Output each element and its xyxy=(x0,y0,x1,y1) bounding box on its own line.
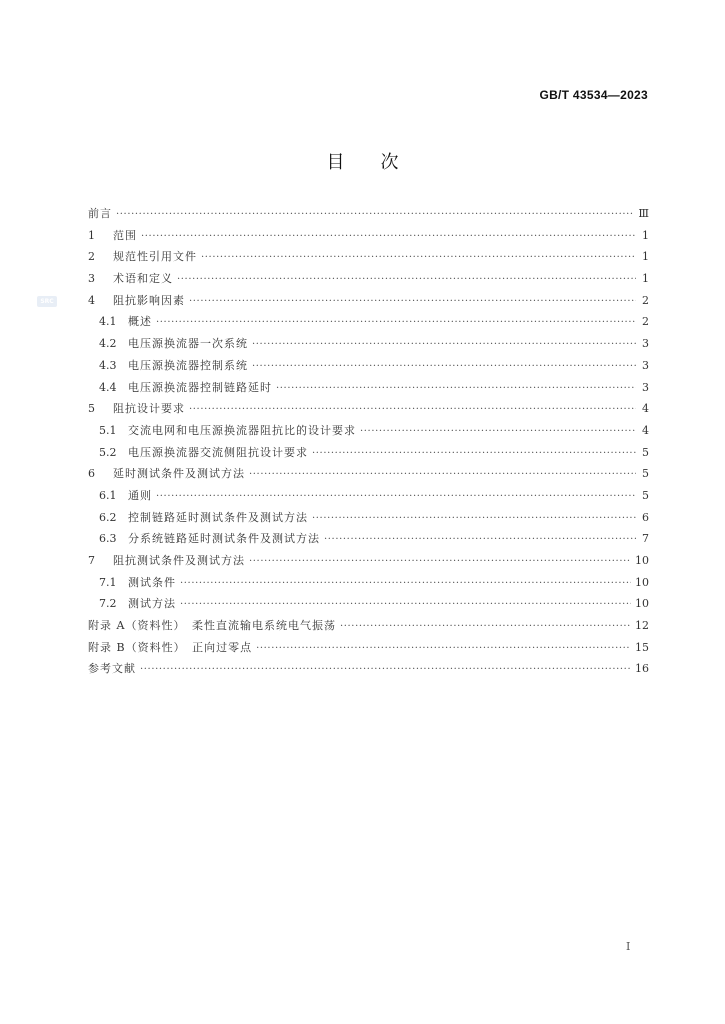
dot-leader xyxy=(312,448,636,459)
toc-entry[interactable] xyxy=(88,595,649,617)
toc-entry-label: 附录 B（资料性） 正向过零点 xyxy=(88,640,253,654)
toc-entry-label: 交流电网和电压源换流器阻抗比的设计要求 xyxy=(128,423,356,437)
toc-entry-page: 2 xyxy=(642,293,649,307)
toc-entry[interactable] xyxy=(88,639,649,661)
dot-leader xyxy=(252,339,636,350)
dot-leader xyxy=(249,556,631,567)
toc-entry[interactable] xyxy=(88,313,649,335)
toc-entry[interactable] xyxy=(88,357,649,379)
toc-entry[interactable] xyxy=(88,487,649,509)
toc-entry-page: 16 xyxy=(635,662,649,676)
toc-entry-number: 1 xyxy=(88,228,95,242)
toc-entry-number: 5.1 xyxy=(99,423,117,437)
toc-entry-page: 3 xyxy=(642,380,649,394)
dot-leader xyxy=(180,578,631,589)
dot-leader xyxy=(140,664,631,675)
toc-entry[interactable] xyxy=(88,270,649,292)
dot-leader xyxy=(256,643,631,654)
toc-entry-label: 测试方法 xyxy=(128,597,176,611)
standard-code: GB/T 43534—2023 xyxy=(539,88,648,102)
page-title: 目 次 xyxy=(326,152,399,173)
toc-entry-page: 6 xyxy=(642,510,649,524)
toc-entry[interactable] xyxy=(88,335,649,357)
toc-entry[interactable] xyxy=(88,509,649,531)
toc-entry-number: 5 xyxy=(88,402,95,416)
page-number: I xyxy=(626,940,631,953)
dot-leader xyxy=(177,274,636,285)
toc-entry-page: 5 xyxy=(642,467,649,481)
toc-entry-label: 电压源换流器控制链路延时 xyxy=(128,380,272,394)
toc-entry-label: 控制链路延时测试条件及测试方法 xyxy=(128,510,308,524)
toc-entry-label: 测试条件 xyxy=(128,575,176,589)
toc-entry-number: 4.1 xyxy=(99,315,117,329)
dot-leader xyxy=(180,599,631,610)
toc-entry-page: 7 xyxy=(642,532,649,546)
toc-entry[interactable] xyxy=(88,574,649,596)
toc-entry-number: 7.1 xyxy=(99,575,117,589)
dot-leader xyxy=(276,383,636,394)
toc-entry-label: 通则 xyxy=(128,488,152,502)
toc-entry-number: 4 xyxy=(88,293,95,307)
toc-entry[interactable] xyxy=(88,444,649,466)
toc-entry[interactable] xyxy=(88,660,649,682)
toc-entry-number: 6 xyxy=(88,467,95,481)
toc-entry-page: 15 xyxy=(635,640,649,654)
toc-entry-page: 1 xyxy=(642,250,649,264)
toc-entry-number: 4.3 xyxy=(99,358,117,372)
dot-leader xyxy=(360,426,636,437)
toc-entry[interactable] xyxy=(88,465,649,487)
toc-entry-page: 2 xyxy=(642,315,649,329)
dot-leader xyxy=(324,534,636,545)
toc-entry-page: 10 xyxy=(635,575,649,589)
toc-entry-page: 4 xyxy=(642,402,649,416)
toc-entry-label: 阻抗设计要求 xyxy=(113,402,185,416)
dot-leader xyxy=(249,469,636,480)
dot-leader xyxy=(189,296,636,307)
toc-entry-page: 5 xyxy=(642,488,649,502)
dot-leader xyxy=(156,317,636,328)
toc-entry-label: 分系统链路延时测试条件及测试方法 xyxy=(128,532,320,546)
toc-entry-page: 4 xyxy=(642,423,649,437)
toc-entry-number: 7.2 xyxy=(99,597,117,611)
toc-entry-label: 电压源换流器控制系统 xyxy=(128,358,248,372)
toc-entry-page: 1 xyxy=(642,228,649,242)
toc-entry-page: 1 xyxy=(642,272,649,286)
toc-entry[interactable] xyxy=(88,248,649,270)
dot-leader xyxy=(189,404,636,415)
toc-entry-label: 阻抗测试条件及测试方法 xyxy=(113,554,245,567)
toc-entry-number: 4.4 xyxy=(99,380,117,394)
toc-entry-label: 电压源换流器一次系统 xyxy=(128,337,248,351)
toc-entry-number: 4.2 xyxy=(99,337,117,351)
toc-entry-label: 阻抗影响因素 xyxy=(113,293,185,307)
toc-entry[interactable] xyxy=(88,292,649,314)
toc-entry-page: 3 xyxy=(642,358,649,372)
toc-entry[interactable] xyxy=(88,205,649,227)
dot-leader xyxy=(141,231,636,242)
dot-leader xyxy=(116,209,634,220)
toc-entry-label: 参考文献 xyxy=(88,662,136,676)
toc-entry[interactable] xyxy=(88,400,649,422)
toc-entry-label: 前言 xyxy=(88,207,112,220)
table-of-contents xyxy=(88,205,649,682)
toc-entry-page: 5 xyxy=(642,445,649,459)
toc-entry-number: 6.1 xyxy=(99,488,117,502)
toc-entry-label: 附录 A（资料性） 柔性直流输电系统电气振荡 xyxy=(88,619,336,633)
toc-entry-label: 规范性引用文件 xyxy=(113,250,197,264)
toc-entry[interactable] xyxy=(88,379,649,401)
toc-entry[interactable] xyxy=(88,227,649,249)
toc-entry-number: 2 xyxy=(88,250,95,264)
toc-entry-number: 6.2 xyxy=(99,510,117,524)
toc-entry-label: 延时测试条件及测试方法 xyxy=(113,467,245,481)
dot-leader xyxy=(252,361,636,372)
watermark-stamp-icon: SRC xyxy=(37,296,57,307)
toc-entry-number: 7 xyxy=(88,554,95,567)
toc-entry-label: 范围 xyxy=(113,228,137,242)
dot-leader xyxy=(201,252,636,263)
toc-entry-page: 10 xyxy=(635,597,649,611)
toc-entry[interactable] xyxy=(88,530,649,552)
dot-leader xyxy=(312,513,636,524)
toc-entry-label: 电压源换流器交流侧阻抗设计要求 xyxy=(128,445,308,459)
toc-entry-label: 术语和定义 xyxy=(113,272,173,286)
toc-entry-page: Ⅲ xyxy=(638,207,649,220)
toc-entry-number: 3 xyxy=(88,272,95,286)
toc-entry-page: 3 xyxy=(642,337,649,351)
toc-entry-page: 12 xyxy=(635,619,649,633)
toc-entry[interactable] xyxy=(88,617,649,639)
dot-leader xyxy=(340,621,631,632)
toc-entry-number: 6.3 xyxy=(99,532,117,546)
toc-entry[interactable] xyxy=(88,552,649,574)
toc-entry-label: 概述 xyxy=(128,315,152,329)
toc-entry-number: 5.2 xyxy=(99,445,117,459)
toc-entry-page: 10 xyxy=(635,554,649,567)
toc-entry[interactable] xyxy=(88,422,649,444)
dot-leader xyxy=(156,491,636,502)
